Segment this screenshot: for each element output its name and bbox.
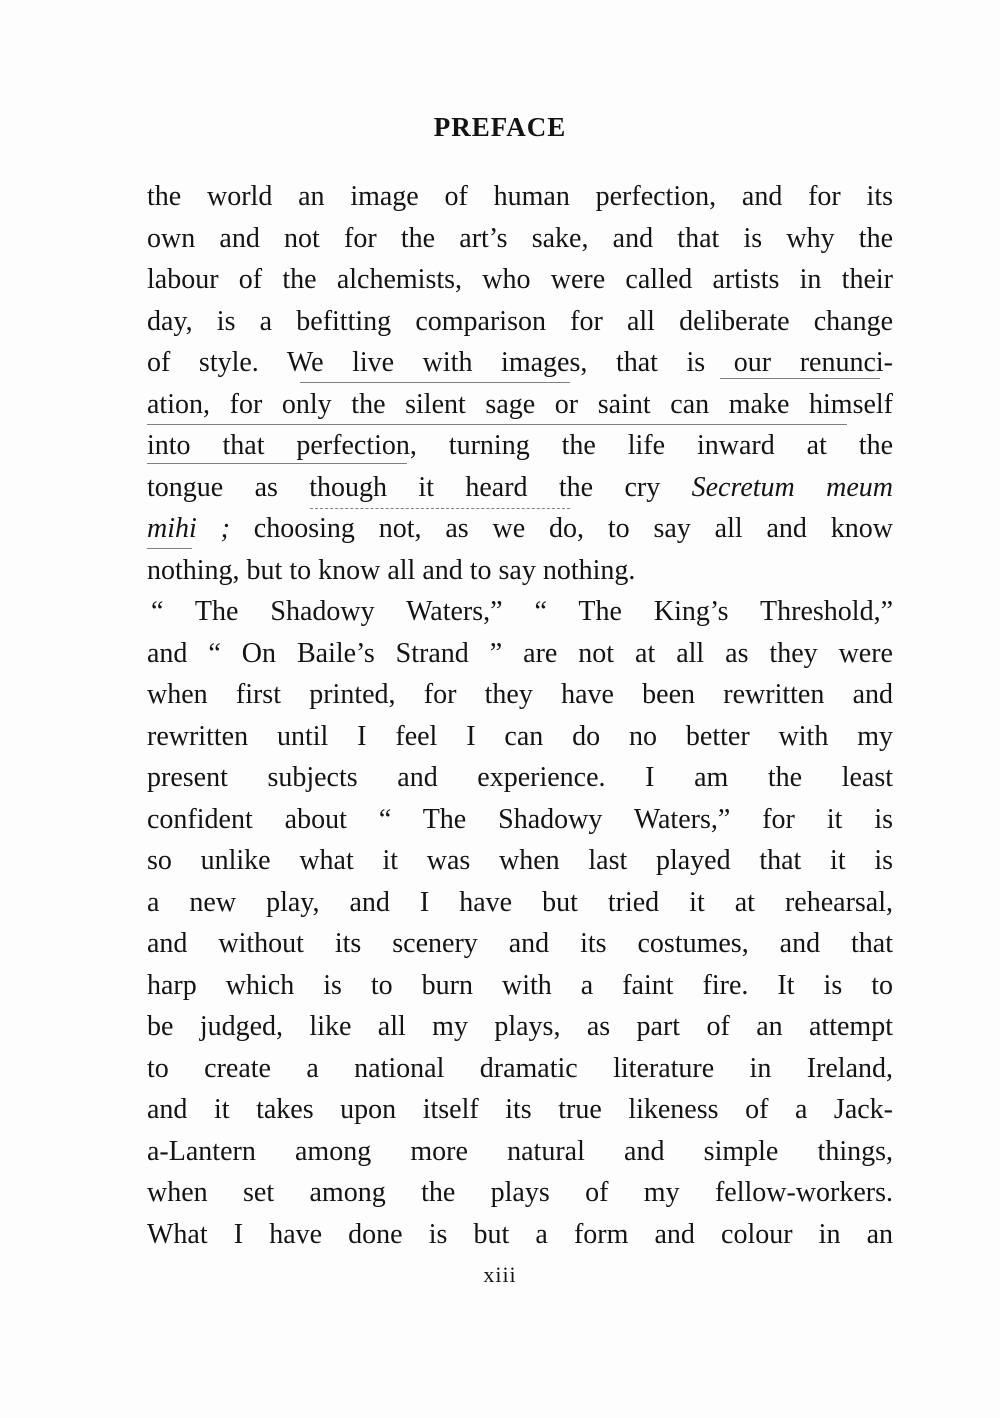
text-line: confident about “ The Shadowy Waters,” for it is: [147, 803, 893, 835]
text-line: What I have done is but a form and colour in an: [147, 1218, 893, 1250]
page-number: xiii: [483, 1262, 517, 1287]
pencil-underline: [147, 548, 192, 549]
latin-phrase: Secretum meum: [691, 471, 893, 503]
text-line: and without its scenery and its costumes, and that: [147, 928, 893, 959]
pencil-underline: [147, 463, 407, 464]
text-line: when first printed, for they have been rewritten and: [147, 679, 893, 710]
running-header: PREFACE: [433, 112, 567, 142]
text-line: [147, 508, 893, 550]
pencil-underline: [300, 382, 570, 383]
latin-phrase: mihi ;: [147, 513, 230, 544]
text-line: ation, for only the silent sage or saint can make himself: [147, 388, 893, 420]
pencil-underline: [720, 378, 880, 379]
text-line: be judged, like all my plays, as part of an attempt: [147, 1011, 893, 1042]
text-line: of style. We live with images, that is our renunci-: [147, 347, 893, 378]
text-run: choosing not, as we do, to say all and know: [229, 513, 893, 544]
text-line: so unlike what it was when last played that it is: [147, 845, 893, 876]
text-line: when set among the plays of my fellow-workers.: [147, 1177, 893, 1208]
text-line: the world an image of human perfection, and for its: [147, 181, 893, 212]
text-line: day, is a befitting comparison for all deliberate change: [147, 305, 893, 337]
text-line: nothing, but to know all and to say nothing.: [147, 554, 636, 586]
text-line: and it takes upon itself its true likeness of a Jack-: [147, 1094, 893, 1125]
text-line: to create a national dramatic literature in Ireland,: [147, 1052, 893, 1084]
text-line: a new play, and I have but tried it at rehearsal,: [147, 886, 893, 918]
text-run: tongue as though it heard the cry: [147, 471, 692, 503]
pencil-underline: [310, 508, 570, 509]
text-line: labour of the alchemists, who were called artists in their: [147, 264, 893, 295]
text-line: present subjects and experience. I am the least: [147, 762, 893, 793]
text-line: harp which is to burn with a faint fire. It is to: [147, 969, 893, 1001]
body-text: [147, 176, 893, 1255]
pencil-underline: [147, 424, 847, 425]
text-line: [147, 467, 893, 509]
text-line: “ The Shadowy Waters,” “ The King’s Threshold,”: [151, 596, 893, 627]
text-line: rewritten until I feel I can do no better with my: [147, 720, 893, 752]
text-line: and “ On Baile’s Strand ” are not at all as they were: [147, 637, 893, 669]
text-line: a-Lantern among more natural and simple things,: [147, 1135, 893, 1167]
text-line: own and not for the art’s sake, and that is why the: [147, 222, 893, 254]
text-line: into that perfection, turning the life inward at the: [147, 430, 893, 461]
